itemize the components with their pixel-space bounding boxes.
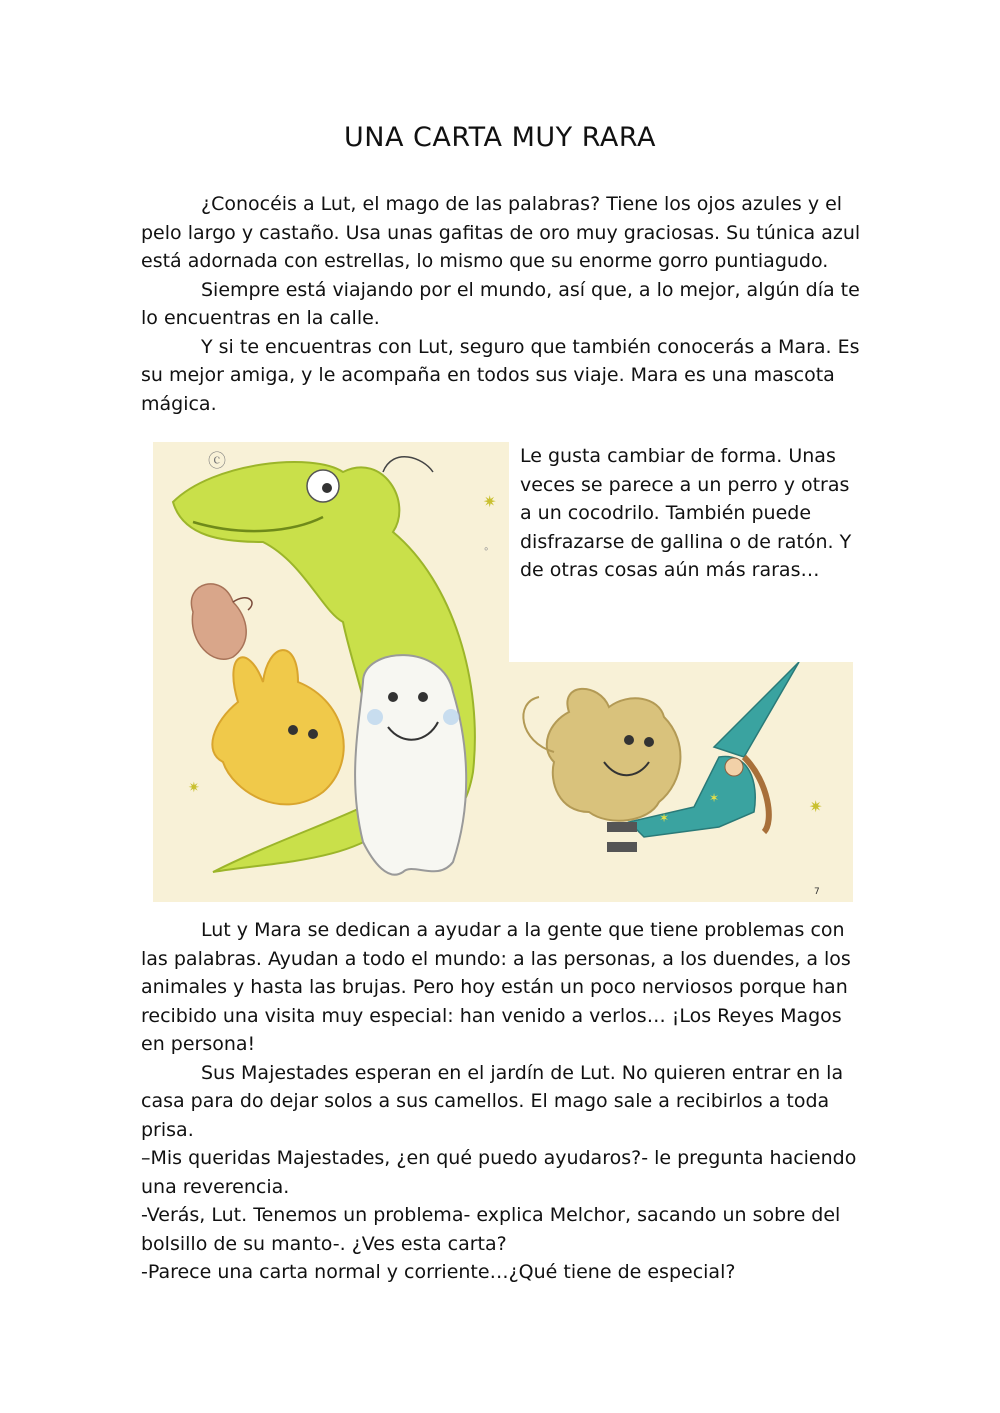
wizard-boot: [607, 842, 637, 852]
mouse-creature-shape: [547, 689, 681, 821]
sprout-line: [383, 457, 433, 472]
ghost-shape: [355, 655, 466, 875]
mouse-eye: [624, 735, 634, 745]
star-icon: ✷: [188, 780, 200, 796]
illustration-mara-and-lut: [509, 662, 853, 902]
bird-shape: [191, 584, 246, 659]
ghost-cheek: [443, 709, 459, 725]
intro-text: [141, 190, 861, 418]
page-number: 7: [814, 887, 820, 897]
paragraph: Lut y Mara se dedican a ayudar a la gente que tiene problemas con las palabras. Ayudan a todo el mundo: a las personas, a los duendes, a los animales y hasta las brujas. Pero hoy están un poco nerviosos porque han recibido una visita muy especial: han venido a verlos… ¡Los Reyes Magos en persona!: [141, 919, 851, 1055]
ghost-cheek: [367, 709, 383, 725]
dialogue-line: -Parece una carta normal y corriente…¿Qué tiene de especial?: [141, 1261, 736, 1283]
story-text: [141, 916, 861, 1287]
star-icon: ✷: [809, 797, 823, 816]
paragraph: Siempre está viajando por el mundo, así que, a lo mejor, algún día te lo encuentras en la calle.: [141, 278, 860, 329]
star-icon: ✷: [483, 492, 497, 511]
ghost-eye: [418, 692, 428, 702]
mouse-eye: [644, 737, 654, 747]
side-text: Le gusta cambiar de forma. Unas veces se parece a un perro y otras a un cocodrilo. También puede disfrazarse de gallina o de ratón. Y de otras cosas aún más raras…: [520, 445, 852, 581]
paragraph: Sus Majestades esperan en el jardín de Lut. No quieren entrar en la casa para do dejar solos a sus camellos. El mago sale a recibirlos a toda prisa.: [141, 1061, 844, 1141]
star-icon: ✶: [659, 811, 670, 825]
bunny-shape: [212, 650, 343, 804]
dialogue-line: –Mis queridas Majestades, ¿en qué puedo ayudaros?- le pregunta haciendo una reverencia.: [141, 1147, 857, 1198]
wizard-boot: [607, 822, 637, 832]
page-title: UNA CARTA MUY RARA: [344, 122, 656, 153]
dialogue-line: -Verás, Lut. Tenemos un problema- explica Melchor, sacando un sobre del bolsillo de su manto-. ¿Ves esta carta?: [141, 1204, 841, 1255]
swirl-icon: ⓒ: [208, 451, 226, 472]
bunny-eye: [308, 729, 318, 739]
illustration-mara-shapes: [153, 442, 509, 902]
dot-icon: ∘: [483, 544, 490, 555]
paragraph: ¿Conocéis a Lut, el mago de las palabras? Tiene los ojos azules y el pelo largo y castaño. Usa unas gafitas de oro muy graciosas. Su túnica azul está adornada con estrellas, lo mismo que su enorme gorro puntiagudo.: [141, 193, 861, 272]
crocodile-pupil: [322, 483, 332, 493]
wizard-hat: [714, 662, 799, 757]
ghost-eye: [388, 692, 398, 702]
wizard-face: [725, 758, 743, 776]
paragraph: Y si te encuentras con Lut, seguro que también conocerás a Mara. Es su mejor amiga, y le acompaña en todos sus viaje. Mara es una mascota mágica.: [141, 335, 860, 415]
star-icon: ✶: [709, 791, 720, 805]
bunny-eye: [288, 725, 298, 735]
